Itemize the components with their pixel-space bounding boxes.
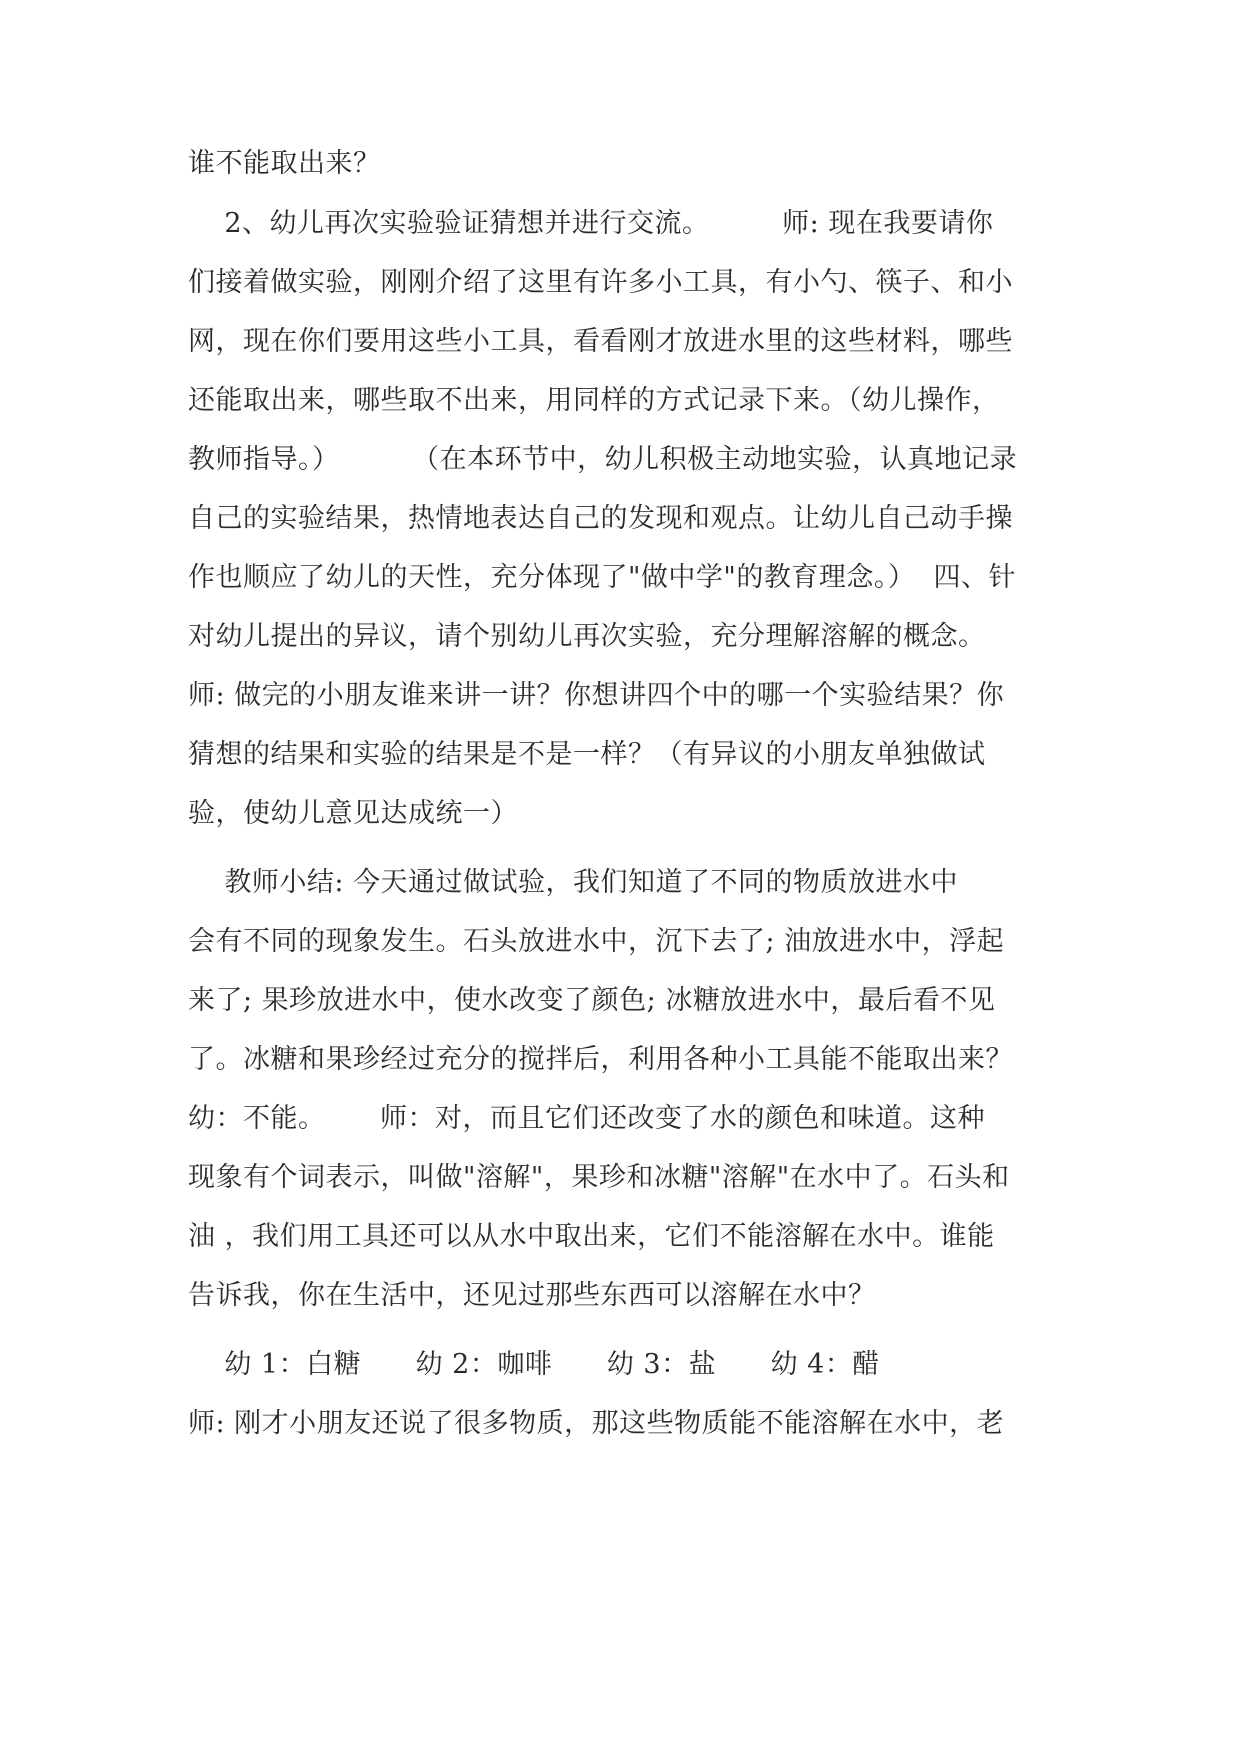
text-line: 教师小结: 今天通过做试验，我们知道了不同的物质放进水中 [188, 867, 959, 898]
text-line: 师: 做完的小朋友谁来讲一讲？你想讲四个中的哪一个实验结果？你 [188, 680, 1005, 711]
text-line: 了。冰糖和果珍经过充分的搅拌后，利用各种小工具能不能取出来？ [188, 1044, 1013, 1075]
text-line: 对幼儿提出的异议，请个别幼儿再次实验，充分理解溶解的概念。 [188, 621, 986, 652]
text-line: 油 ，我们用工具还可以从水中取出来，它们不能溶解在水中。谁能 [188, 1221, 995, 1252]
text-line: 现象有个词表示，叫做"溶解"，果珍和冰糖"溶解"在水中了。石头和 [188, 1162, 1010, 1193]
text-line: 验，使幼儿意见达成统一） [188, 798, 518, 829]
text-line: 幼：不能。 师：对，而且它们还改变了水的颜色和味道。这种 [188, 1103, 985, 1134]
text-line: 2、幼儿再次实验验证猜想并进行交流。 师: 现在我要请你 [188, 208, 994, 239]
text-line: 幼 1：白糖 幼 2：咖啡 幼 3：盐 幼 4：醋 [188, 1349, 880, 1380]
text-line: 自己的实验结果，热情地表达自己的发现和观点。让幼儿自己动手操 [188, 503, 1013, 534]
text-line: 作也顺应了幼儿的天性，充分体现了"做中学"的教育理念。） 四、针 [188, 562, 1017, 593]
text-line: 还能取出来，哪些取不出来，用同样的方式记录下来。（幼儿操作， [188, 385, 1000, 416]
text-line: 们接着做实验，刚刚介绍了这里有许多小工具，有小勺、筷子、和小 [188, 267, 1013, 298]
text-line: 会有不同的现象发生。石头放进水中，沉下去了; 油放进水中，浮起 [188, 926, 1005, 957]
text-line: 猜想的结果和实验的结果是不是一样？（有异议的小朋友单独做试 [188, 739, 986, 770]
text-line: 谁不能取出来？ [188, 148, 381, 179]
text-line: 来了; 果珍放进水中，使水改变了颜色; 冰糖放进水中，最后看不见 [188, 985, 996, 1016]
text-line: 教师指导。） （在本环节中，幼儿积极主动地实验，认真地记录 [188, 444, 1018, 475]
text-line: 师: 刚才小朋友还说了很多物质，那这些物质能不能溶解在水中，老 [188, 1408, 1005, 1439]
text-line: 网，现在你们要用这些小工具，看看刚才放进水里的这些材料，哪些 [188, 326, 1013, 357]
text-line: 告诉我，你在生活中，还见过那些东西可以溶解在水中？ [188, 1280, 876, 1311]
